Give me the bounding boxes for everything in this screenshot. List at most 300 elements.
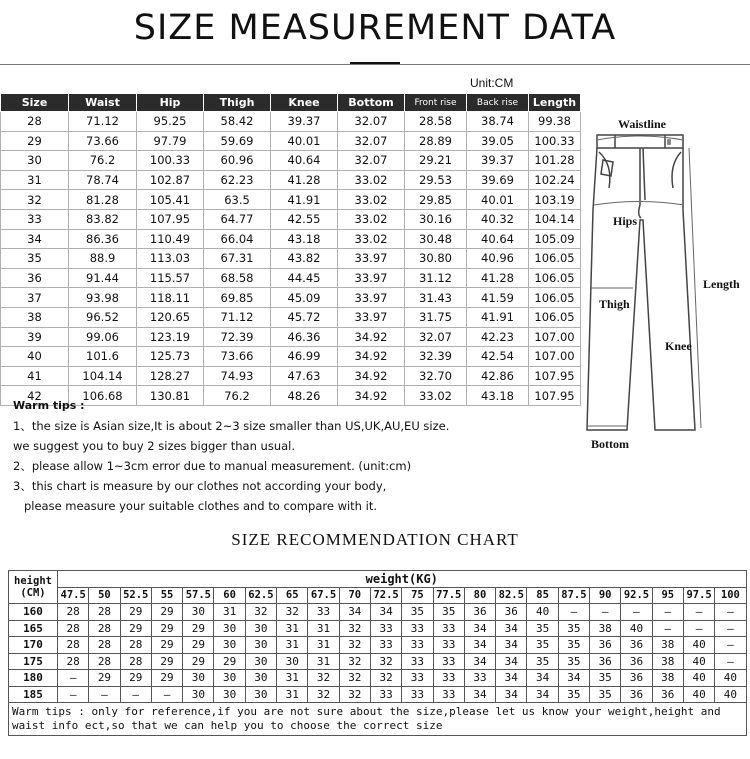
weight-value: 92.5 (621, 587, 652, 604)
table-row (1, 288, 581, 308)
table-cell: 32 (277, 604, 308, 621)
table-cell: 34 (464, 637, 495, 654)
table-cell: 36 (621, 686, 652, 703)
table-cell: 45.72 (271, 307, 338, 327)
table-cell: 120.65 (137, 307, 204, 327)
table-cell: 106.05 (529, 268, 581, 288)
table-cell: 102.87 (137, 170, 204, 190)
table-cell: 38 (590, 620, 621, 637)
table-cell: 38 (652, 637, 683, 654)
table-cell: 40 (683, 637, 714, 654)
table-cell: 42.55 (271, 209, 338, 229)
table-row (1, 249, 581, 269)
table-cell: 40.96 (467, 249, 529, 269)
table-cell: 35 (590, 670, 621, 687)
height-header (9, 571, 58, 604)
table-cell: 123.19 (137, 327, 204, 347)
table-cell: 46.99 (271, 347, 338, 367)
table-cell: 91.44 (69, 268, 137, 288)
table-cell: 30 (245, 686, 276, 703)
weight-value: 100 (715, 587, 746, 604)
table-cell: 33 (402, 637, 433, 654)
table-cell: 34 (527, 686, 558, 703)
table-cell: 33 (370, 686, 401, 703)
table-cell: 33 (1, 209, 69, 229)
table-row (1, 366, 581, 386)
table-cell: 28.89 (405, 131, 467, 151)
table-cell: 29 (120, 620, 151, 637)
table-cell: 33 (433, 686, 464, 703)
tip-line: 3、this chart is measure by our clothes not according your body, (13, 479, 387, 493)
table-cell: 32 (245, 604, 276, 621)
table-cell: 40.32 (467, 209, 529, 229)
table-cell: 37 (1, 288, 69, 308)
table-cell: 29.85 (405, 190, 467, 210)
table-cell: 96.52 (69, 307, 137, 327)
table-cell: 28 (89, 637, 120, 654)
table-cell: 31 (277, 620, 308, 637)
table-cell: 40 (715, 686, 746, 703)
table-cell: 58.42 (204, 112, 271, 132)
table-cell: 100.33 (529, 131, 581, 151)
table-cell: 106.05 (529, 288, 581, 308)
table-cell: 30 (183, 686, 214, 703)
weight-values-row (9, 587, 747, 604)
table-cell: 32.07 (338, 112, 405, 132)
table-cell: 30 (277, 653, 308, 670)
table-cell: 47.63 (271, 366, 338, 386)
table-cell: — (683, 620, 714, 637)
table-cell: 29 (151, 620, 182, 637)
table-row (9, 670, 747, 687)
table-cell: 28 (58, 637, 89, 654)
tip-line: please measure your suitable clothes and to compare with it. (13, 499, 377, 513)
table-cell: 41.91 (467, 307, 529, 327)
column-header: Size (1, 94, 69, 112)
table-cell: 30.48 (405, 229, 467, 249)
length-label: Length (703, 277, 740, 291)
table-cell: 103.19 (529, 190, 581, 210)
table-cell: 81.28 (69, 190, 137, 210)
table-cell: 34.92 (338, 366, 405, 386)
table-cell: 35 (590, 686, 621, 703)
waistline-label: Waistline (618, 117, 667, 131)
table-cell: 72.39 (204, 327, 271, 347)
table-row (1, 307, 581, 327)
table-row (1, 268, 581, 288)
table-cell: 28 (89, 620, 120, 637)
table-cell: 33 (402, 670, 433, 687)
table-cell: 73.66 (69, 131, 137, 151)
table-cell: 102.24 (529, 170, 581, 190)
table-cell: 33 (433, 637, 464, 654)
table-cell: 33.97 (338, 268, 405, 288)
table-cell: 71.12 (204, 307, 271, 327)
table-cell: 42 (1, 386, 69, 406)
table-cell: 42.23 (467, 327, 529, 347)
table-cell: 40 (683, 686, 714, 703)
table-cell: 38 (1, 307, 69, 327)
table-cell: 110.49 (137, 229, 204, 249)
table-cell: 40 (621, 620, 652, 637)
table-cell: 35 (558, 686, 589, 703)
column-header: Waist (69, 94, 137, 112)
table-cell: 33.97 (338, 288, 405, 308)
table-cell: 34 (496, 653, 527, 670)
table-cell: 29 (214, 653, 245, 670)
table-cell: 38.74 (467, 112, 529, 132)
table-cell: 30 (245, 620, 276, 637)
table-cell: 118.11 (137, 288, 204, 308)
table-cell: 100.33 (137, 151, 204, 171)
weight-header: weight(KG) (58, 571, 747, 588)
table-cell: 34 (370, 604, 401, 621)
table-cell: 33 (464, 670, 495, 687)
table-cell: 28 (58, 653, 89, 670)
hips-label: Hips (613, 214, 638, 228)
tip-line: 2、please allow 1~3cm error due to manual measurement. (unit:cm) (13, 459, 412, 473)
table-cell: 31.43 (405, 288, 467, 308)
table-cell: 34 (464, 686, 495, 703)
table-cell: 106.68 (69, 386, 137, 406)
weight-value: 82.5 (496, 587, 527, 604)
page-title: SIZE MEASUREMENT DATA (133, 8, 617, 48)
table-cell: 29.21 (405, 151, 467, 171)
table-cell: 32 (308, 686, 339, 703)
table-cell: — (590, 604, 621, 621)
table-cell: 31 (277, 670, 308, 687)
table-cell: 33.97 (338, 249, 405, 269)
knee-label: Knee (665, 339, 692, 353)
table-cell: 40 (527, 604, 558, 621)
table-cell: 34 (496, 620, 527, 637)
table-cell: 34 (496, 637, 527, 654)
table-cell: 86.36 (69, 229, 137, 249)
table-cell: 33.02 (338, 209, 405, 229)
table-cell: 31 (308, 653, 339, 670)
table-cell: 40 (683, 670, 714, 687)
table-cell: 107.95 (529, 366, 581, 386)
table-cell: 41.91 (271, 190, 338, 210)
table-cell: 106.05 (529, 307, 581, 327)
weight-value: 87.5 (558, 587, 589, 604)
weight-value: 50 (89, 587, 120, 604)
pants-diagram (585, 110, 750, 455)
table-cell: 33.02 (338, 229, 405, 249)
column-header: Length (529, 94, 581, 112)
table-cell: 45.09 (271, 288, 338, 308)
table-cell: 36 (590, 653, 621, 670)
table-cell: 29 (183, 653, 214, 670)
table-cell: 34.92 (338, 327, 405, 347)
table-cell: 32 (339, 653, 370, 670)
table-cell: 104.14 (69, 366, 137, 386)
table-cell: 31 (308, 637, 339, 654)
table-cell: 33.02 (405, 386, 467, 406)
table-cell: 32 (339, 686, 370, 703)
table-cell: 28 (120, 653, 151, 670)
table-cell: 69.85 (204, 288, 271, 308)
table-cell: 35 (527, 653, 558, 670)
table-cell: 34 (527, 670, 558, 687)
table-cell: 76.2 (204, 386, 271, 406)
table-cell: 34 (496, 670, 527, 687)
table-cell: 32 (370, 670, 401, 687)
table-cell: 74.93 (204, 366, 271, 386)
tips-heading: Warm tips : (13, 399, 85, 412)
table-cell: 104.14 (529, 209, 581, 229)
table-row (1, 170, 581, 190)
table-cell: 40.64 (271, 151, 338, 171)
table-cell: 34 (1, 229, 69, 249)
table-cell: 44.45 (271, 268, 338, 288)
table-cell: 31 (277, 637, 308, 654)
table-cell: 38 (652, 653, 683, 670)
table-row (1, 209, 581, 229)
table-cell: 35 (558, 620, 589, 637)
table-cell: 29 (151, 670, 182, 687)
table-cell: 34.92 (338, 347, 405, 367)
table-cell: 29 (151, 604, 182, 621)
table-cell: — (715, 637, 746, 654)
table-cell: 30 (214, 670, 245, 687)
table-cell: 42.86 (467, 366, 529, 386)
table-cell: 39.05 (467, 131, 529, 151)
table-cell: 35 (558, 653, 589, 670)
table-cell: 29 (120, 670, 151, 687)
table-cell: 31 (1, 170, 69, 190)
table-cell: 99.38 (529, 112, 581, 132)
table-cell: 67.31 (204, 249, 271, 269)
table-cell: 41.28 (467, 268, 529, 288)
weight-value: 55 (151, 587, 182, 604)
table-row (1, 190, 581, 210)
weight-value: 70 (339, 587, 370, 604)
table-cell: 29 (151, 637, 182, 654)
table-cell: 128.27 (137, 366, 204, 386)
column-header: Thigh (204, 94, 271, 112)
table-cell: 36 (621, 637, 652, 654)
weight-value: 67.5 (308, 587, 339, 604)
column-header: Front rise (405, 94, 467, 112)
table-cell: 43.82 (271, 249, 338, 269)
column-header: Hip (137, 94, 204, 112)
table-cell: 34 (496, 686, 527, 703)
table-cell: — (621, 604, 652, 621)
height-label: height (14, 575, 52, 587)
table-cell: 33.02 (338, 170, 405, 190)
table-cell: 28 (58, 604, 89, 621)
table-cell: — (120, 686, 151, 703)
table-cell: 33 (402, 653, 433, 670)
table-cell: 31.75 (405, 307, 467, 327)
table-cell: 33 (308, 604, 339, 621)
table-row (1, 131, 581, 151)
table-row (9, 620, 747, 637)
table-cell: 34 (339, 604, 370, 621)
table-cell: 107.00 (529, 327, 581, 347)
table-cell: 32 (370, 653, 401, 670)
height-unit: (CM) (20, 587, 46, 599)
table-cell: 32 (308, 670, 339, 687)
table-row (9, 653, 747, 670)
table-cell: 38 (652, 670, 683, 687)
table-cell: 28 (89, 604, 120, 621)
table-cell: 62.23 (204, 170, 271, 190)
table-cell: 39 (1, 327, 69, 347)
table-cell: 43.18 (271, 229, 338, 249)
table-cell: 40.64 (467, 229, 529, 249)
warm-tips (13, 396, 583, 516)
table-cell: 97.79 (137, 131, 204, 151)
table-cell: — (652, 604, 683, 621)
table-cell: 34.92 (338, 386, 405, 406)
weight-value: 52.5 (120, 587, 151, 604)
table-cell: 105.41 (137, 190, 204, 210)
weight-value: 75 (402, 587, 433, 604)
table-row (9, 686, 747, 703)
table-cell: 32.39 (405, 347, 467, 367)
table-cell: 48.26 (271, 386, 338, 406)
table-cell: 35 (1, 249, 69, 269)
table-cell: 36 (652, 686, 683, 703)
table-cell: 39.37 (467, 151, 529, 171)
height-value: 170 (9, 637, 58, 654)
table-cell: 32.07 (338, 131, 405, 151)
table-cell: 39.37 (271, 112, 338, 132)
table-cell: 63.5 (204, 190, 271, 210)
table-cell: — (652, 620, 683, 637)
height-value: 160 (9, 604, 58, 621)
table-cell: 99.06 (69, 327, 137, 347)
table-cell: 40.01 (271, 131, 338, 151)
table-cell: 40 (683, 653, 714, 670)
table-cell: 36 (621, 653, 652, 670)
table-cell: 31 (277, 686, 308, 703)
bottom-label: Bottom (591, 437, 629, 451)
table-row (1, 151, 581, 171)
table-cell: 29 (120, 604, 151, 621)
table-cell: 41.28 (271, 170, 338, 190)
table-cell: 32.07 (405, 327, 467, 347)
table-cell: 107.95 (529, 386, 581, 406)
table-cell: 29 (1, 131, 69, 151)
height-value: 175 (9, 653, 58, 670)
table-cell: 76.2 (69, 151, 137, 171)
table-cell: 29 (151, 653, 182, 670)
measurement-header-row (1, 94, 581, 112)
table-cell: 101.6 (69, 347, 137, 367)
table-cell: 41 (1, 366, 69, 386)
table-cell: — (151, 686, 182, 703)
table-cell: 40.01 (467, 190, 529, 210)
recommendation-title: SIZE RECOMMENDATION CHART (231, 530, 519, 549)
table-cell: 130.81 (137, 386, 204, 406)
table-cell: 32 (339, 620, 370, 637)
table-cell: 34 (558, 670, 589, 687)
table-cell: 28.58 (405, 112, 467, 132)
table-cell: 35 (402, 604, 433, 621)
table-cell: 28 (58, 620, 89, 637)
table-cell: 30 (245, 670, 276, 687)
height-value: 165 (9, 620, 58, 637)
column-header: Back rise (467, 94, 529, 112)
table-cell: 30 (214, 620, 245, 637)
table-cell: 29 (183, 637, 214, 654)
table-cell: 33 (370, 637, 401, 654)
table-cell: 101.28 (529, 151, 581, 171)
table-cell: 30 (1, 151, 69, 171)
table-cell: 40 (715, 670, 746, 687)
table-row (9, 637, 747, 654)
table-cell: — (89, 686, 120, 703)
size-recommendation-table (8, 570, 747, 736)
table-cell: 29 (89, 670, 120, 687)
table-cell: 33 (433, 653, 464, 670)
table-cell: 33 (402, 686, 433, 703)
table-cell: 33.97 (338, 307, 405, 327)
table-cell: 32.70 (405, 366, 467, 386)
table-cell: 35 (558, 637, 589, 654)
height-value: 185 (9, 686, 58, 703)
table-row (9, 604, 747, 621)
table-cell: 36 (464, 604, 495, 621)
table-cell: 30.16 (405, 209, 467, 229)
recommendation-tip: Warm tips : only for reference,if you are not sure about the size,please let us know your weight,height and waist info ect,so that we can help you to choose the correct size (9, 703, 747, 736)
recommendation-header-row (9, 571, 747, 588)
table-cell: — (58, 686, 89, 703)
weight-value: 97.5 (683, 587, 714, 604)
table-cell: 32 (339, 670, 370, 687)
weight-value: 85 (527, 587, 558, 604)
table-cell: 36 (1, 268, 69, 288)
table-cell: 93.98 (69, 288, 137, 308)
weight-value: 60 (214, 587, 245, 604)
table-cell: 31 (214, 604, 245, 621)
table-cell: 32.07 (338, 151, 405, 171)
table-cell: 30 (245, 637, 276, 654)
table-cell: 33 (433, 670, 464, 687)
unit-label: Unit:CM (470, 76, 514, 90)
table-cell: 36 (590, 637, 621, 654)
table-cell: 35 (433, 604, 464, 621)
table-cell: 113.03 (137, 249, 204, 269)
table-cell: 33.02 (338, 190, 405, 210)
table-cell: 35 (527, 620, 558, 637)
table-cell: 30 (183, 670, 214, 687)
table-cell: 28 (120, 637, 151, 654)
table-cell: 30 (214, 686, 245, 703)
tip-line: we suggest you to buy 2 sizes bigger than usual. (13, 439, 296, 453)
weight-value: 80 (464, 587, 495, 604)
recommendation-tip-row (9, 703, 747, 736)
table-cell: — (58, 670, 89, 687)
table-cell: — (683, 604, 714, 621)
table-cell: 43.18 (467, 386, 529, 406)
table-cell: 71.12 (69, 112, 137, 132)
table-cell: — (715, 604, 746, 621)
table-cell: — (715, 620, 746, 637)
table-cell: 34 (464, 653, 495, 670)
table-row (1, 347, 581, 367)
table-cell: — (558, 604, 589, 621)
size-measurement-table (0, 93, 581, 406)
table-cell: 32 (1, 190, 69, 210)
table-cell: 33 (370, 620, 401, 637)
table-cell: 29.53 (405, 170, 467, 190)
table-cell: 66.04 (204, 229, 271, 249)
table-cell: 30.80 (405, 249, 467, 269)
